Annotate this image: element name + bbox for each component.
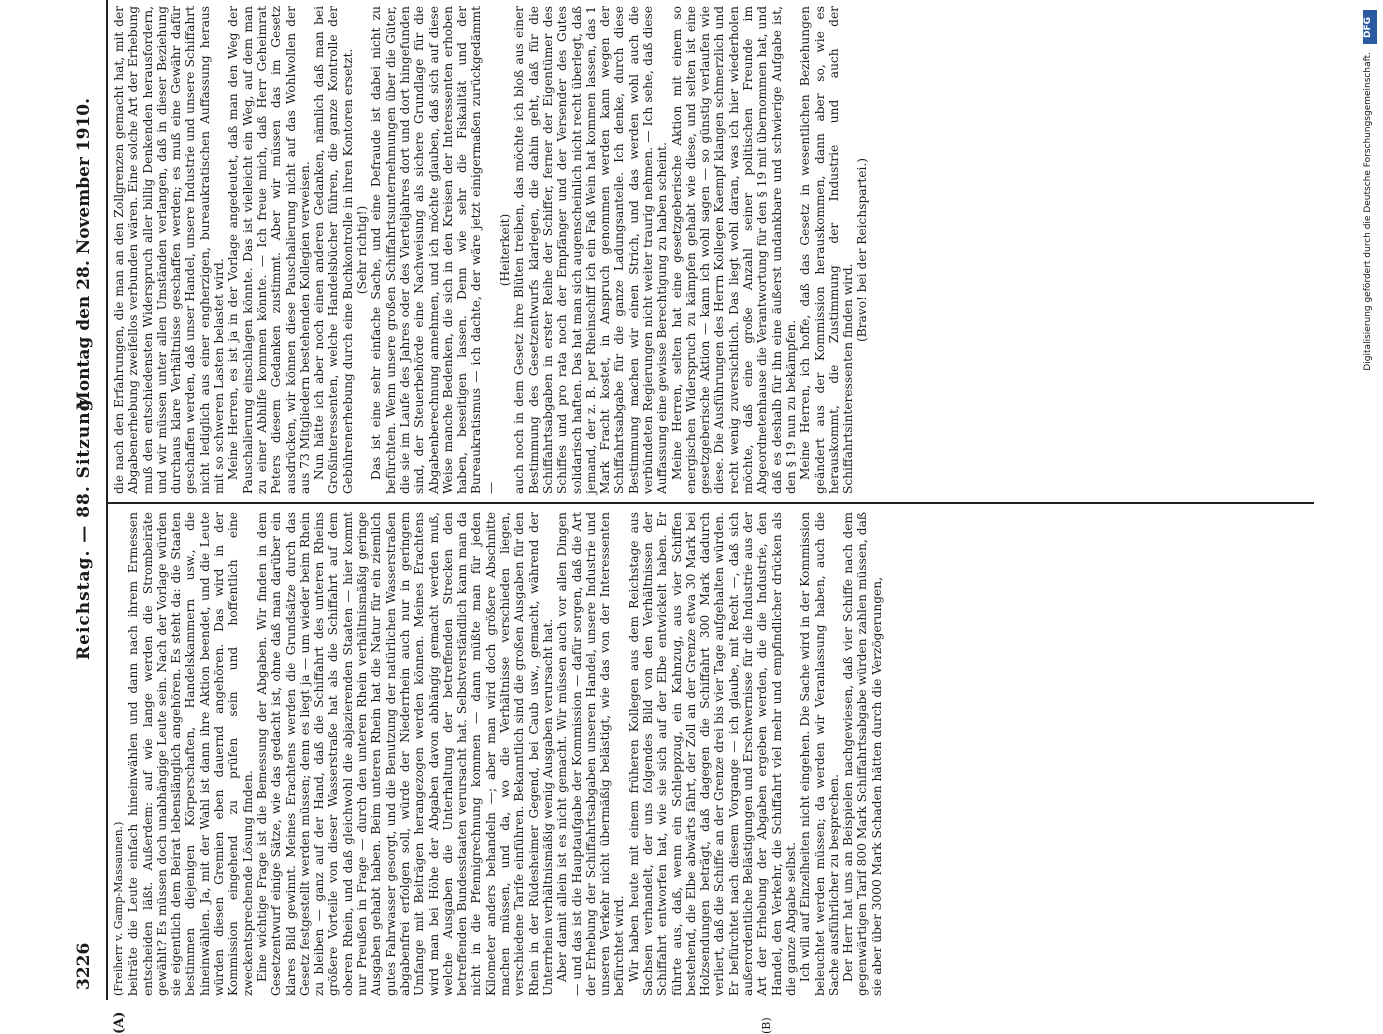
session-date: Montag den 28. November 1910. — [74, 97, 94, 410]
right-column — [112, 6, 1312, 494]
margin-marker-a: (A) — [112, 1011, 127, 1034]
left-paragraph-1: beiträte die Leute einfach hineinwählen und dann nach ihrem Ermessen entscheiden läßt. Außerdem: auf wie lange werden die Strombeiräte gewählt? Es müssen doch unabhängige Leute sein. Nach der Vorlage würden sie eigentlich dem Beirat lebenslänglich angehören. Es steht da: die Staaten bestimmen diejenigen Körperschaften, Handelskammern usw., die hineinwählen. Ja, mit der Wahl ist dann ihre Aktion beendet, und die Leute würden diesen Gremien eben dauernd angehören. Das wird in der Kommission eingehend zu prüfen sein und hoffentlich eine zweckentsprechende Lösung finden. — [126, 512, 255, 996]
left-paragraph-5: Ich will auf Einzelheiten nicht eingehen. Die Sache wird in der Kommission beleuchtet werden müssen; da werden wir Veranlassung haben, auch die Sache ausführlicher zu besprechen. — [798, 512, 841, 996]
margin-marker-b: (B) — [760, 1017, 773, 1034]
left-paragraph-4: Wir haben heute mit einem früheren Kollegen aus dem Reichstage aus Sachsen verhandelt, der uns folgendes Bild von den Verhältnissen der Schiffahrt entworfen hat, wie sie sich auf der Elbe entwickelt haben. Er führte aus, daß, wenn ein Schleppzug, ein Kahnzug, aus vier Schiffen bestehend, die Elbe abwärts fährt, der Zoll an der Grenze etwa 30 Mark bei Holzsendungen beträgt, daß dagegen die Schiffahrt 300 Mark dadurch verliert, daß die Schiffe an der Grenze drei bis vier Tage aufgehalten würden. Er befürchtet nach diesem Vorgange — ich glaube, mit Recht —, daß sich außerordentliche Belästigungen und Erschwernisse für die Industrie aus der Art der Erhebung der Abgaben ergeben werden, die die Industrie, den Handel, den Verkehr, die Schiffahrt viel mehr und empfindlicher drücken als die ganze Abgabe selbst. — [626, 512, 798, 996]
right-paragraph-6: Meine Herren, selten hat eine gesetzgeberische Aktion mit einem so energischen Widerspruch zu kämpfen gehabt wie diese, und selten ist eine gesetzgeberische Aktion — kann ich wohl sagen — so günstig verlaufen wie diese. Die Ausführungen des Herrn Kollegen Kaempf klangen schmerzlich und recht wenig zuversichtlich. Das liegt wohl daran, was ich hier wiederholen möchte, daß eine große Anzahl seiner politischen Freunde im Abgeordnetenhause die Verantwortung für den § 19 mit übernommen hat, und daß es deshalb für ihn eine äußerst undankbare und schwierige Aufgabe ist, den § 19 nun zu bekämpfen. — [669, 6, 798, 494]
page-number: 3226 — [74, 942, 94, 990]
interjection-heiterkeit: (Heiterkeit) — [498, 213, 513, 287]
right-paragraph-7: Meine Herren, ich hoffe, daß das Gesetz in wesentlichen Beziehungen geändert aus der Kommission herauskommen, dann aber so, wie es herauskommt, die Zustimmung der Industrie und auch der Schiffahrtsinteressenten finden wird. — [798, 6, 856, 494]
interjection-sehr-richtig: (Sehr richtig!) — [355, 205, 370, 295]
page-title: Reichstag. — 88. Sitzung. — [74, 391, 94, 660]
column-divider — [108, 503, 1314, 505]
dfg-notice-text: Digitalisierung gefördert durch die Deutsche Forschungsgemeinschaft. — [1363, 52, 1373, 371]
right-paragraph-3: Nun hätte ich aber noch einen anderen Gedanken, nämlich daß man bei Großinteressenten, welche Handelsbücher führen, die ganze Kontrolle der Gebührenerhebung durch eine Buchkontrolle in ihren Kontoren ersetzt. — [312, 6, 355, 494]
left-column — [112, 512, 1312, 996]
dfg-logo: DFG — [1363, 10, 1377, 44]
right-paragraph-2: Meine Herren, es ist ja in der Vorlage angedeutet, daß man den Weg der Pauschalierung einschlagen könnte. Das ist vielleicht ein Weg, auf dem man zu einer Abhilfe kommen könnte. — Ich freue mich, daß Herr Geheimrat Peters diesem Gedanken zustimmt. Aber wir müssen das im Gesetz ausdrücken, wir können diese Pauschalierung nicht auf das Wohlwollen der aus 73 Mitgliedern bestehenden Kollegien verweisen. — [226, 6, 312, 494]
right-paragraph-5: auch noch in dem Gesetz ihre Blüten treiben, das möchte ich bloß aus einer Bestimmung des Gesetzentwurfs klarlegen, die dahin geht, daß für die Schiffahrtsabgaben in erster Reihe der Schiffer, ferner der Eigentümer des Schiffes und pro rata noch der Empfänger und der Versender des Gutes solidarisch haften. Das hat man sich augenscheinlich nicht recht überlegt, daß jemand, der z. B. per Rheinschiff ich ein Faß Wein hat kommen lassen, das 1 Mark Fracht kostet, in Anspruch genommen werden kann wegen der Schiffahrtsabgabe für die ganze Ladungsanteile. Ich denke, durch diese Bestimmung machen wir einen Strich, und das werden wohl auch die verbündeten Regierungen nicht weiter traurig nehmen. — Ich sehe, daß diese Auffassung eine gewisse Berechtigung zu haben scheint. — [512, 6, 670, 494]
closing-applause: (Bravo! bei der Reichspartei.) — [855, 157, 870, 343]
page-header — [60, 0, 108, 1000]
rotated-page — [60, 0, 1320, 1034]
left-paragraph-2: Eine wichtige Frage ist die Bemessung der Abgaben. Wir finden in dem Gesetzentwurf einige Sätze, wie das gedacht ist, ohne daß man darüber ein klares Bild gewinnt. Meines Erachtens werden die Grundsätze durch das Gesetz festgestellt werden müssen; denn es liegt ja — um wieder beim Rhein zu bleiben — ganz auf der Hand, daß die Schiffahrt des unteren Rheins größere Vorteile von dieser Wasserstraße hat als die Schiffahrt auf dem oberen Rhein, und daß gleichwohl die abjazierenden Staaten — hier kommt nur Preußen in Frage — durch den unteren Rhein verhältnismäßig geringe Ausgaben gehabt haben. Beim unteren Rhein hat die Natur für ein ziemlich gutes Fahrwasser gesorgt, und die Benutzung der natürlichen Wasserstraßen abgabenfrei erfolgen soll, würde der Niederrhein auch nur in geringem Umfange mit Beiträgen herangezogen werden können. Meines Erachtens wird man bei Höhe der Abgaben davon abhängig gemacht werden muß, welche Ausgaben die Unterhaltung der betreffenden Strecken den betreffenden Bundesstaaten verursacht hat. Selbstverständlich kann man da nicht in die Pfennigrechnung kommen — dann müßte man für jeden Kilometer anders behandeln —; aber man wird doch größere Abschnitte machen müssen, und da, wo die Verhältnisse verschieden liegen, verschiedene Tarife einführen. Bekanntlich sind die großen Ausgaben für den Rhein in der Rüdesheimer Gegend, bei Caub usw., gemacht, während der Unterrhein verhältnismäßig wenig Ausgaben verursacht hat. — [254, 512, 555, 996]
right-paragraph-4: Das ist eine sehr einfache Sache, und eine Defraude ist dabei nicht zu befürchten. Wenn unsere großen Schiffahrtsunternehmungen über die Güter, die sie im Laufe des Jahres oder des Vierteljahres dort und dort hingefunden sind, der Steuerbehörde eine Nachweisung als sichere Grundlage für die Abgabenberechnung annehmen, und ich möchte glauben, daß sich auf diese Weise manche Bedenken, die sich in den Kreisen der Interessenten erhoben haben, beseitigen lassen. Denn wie sehr die Fiskalität und der Bureaukratismus — ich dachte, der wäre jetzt einigermaßen zurückgedämmt — — [369, 6, 498, 494]
right-paragraph-1: die nach den Erfahrungen, die man an den Zollgrenzen gemacht hat, mit der Abgabenerhebung zweifellos verbunden wären. Eine solche Art der Erhebung muß den entschiedensten Widerspruch aller billig Denkenden herausfordern, und wir müssen unter allen Umständen verlangen, daß in dieser Beziehung durchaus klare Verhältnisse geschaffen werden; es muß eine Gewähr dafür geschaffen werden, daß unser Handel, unsere Industrie und unsere Schiffahrt nicht lediglich aus einer engherzigen, bureaukratischen Auffassung heraus mit so schweren Lasten belastet wird. — [112, 6, 227, 494]
header-rule — [106, 0, 108, 1000]
left-paragraph-3: Aber damit allein ist es nicht gemacht. Wir müssen auch vor allen Dingen — und das ist die Hauptaufgabe der Kommission — dafür sorgen, daß die Art der Erhebung der Schiffahrtsabgaben unseren Handel, unsere Industrie und unseren Verkehr nicht übermäßig belästigt, wie das von der Interessenten befürchtet wird. — [555, 512, 627, 996]
dfg-notice — [1363, 4, 1377, 994]
speaker-line: (Freiherr v. Gamp-Massaunen.) — [112, 821, 125, 996]
left-paragraph-6: Der Herr hat uns an Beispielen nachgewiesen, daß vier Schiffe nach dem gegenwärtigen Tarif 800 Mark Schiffahrtsabgabe würden zahlen müssen, daß sie aber über 3000 Mark Schaden hätten durch die Verzögerungen, — [841, 512, 884, 996]
